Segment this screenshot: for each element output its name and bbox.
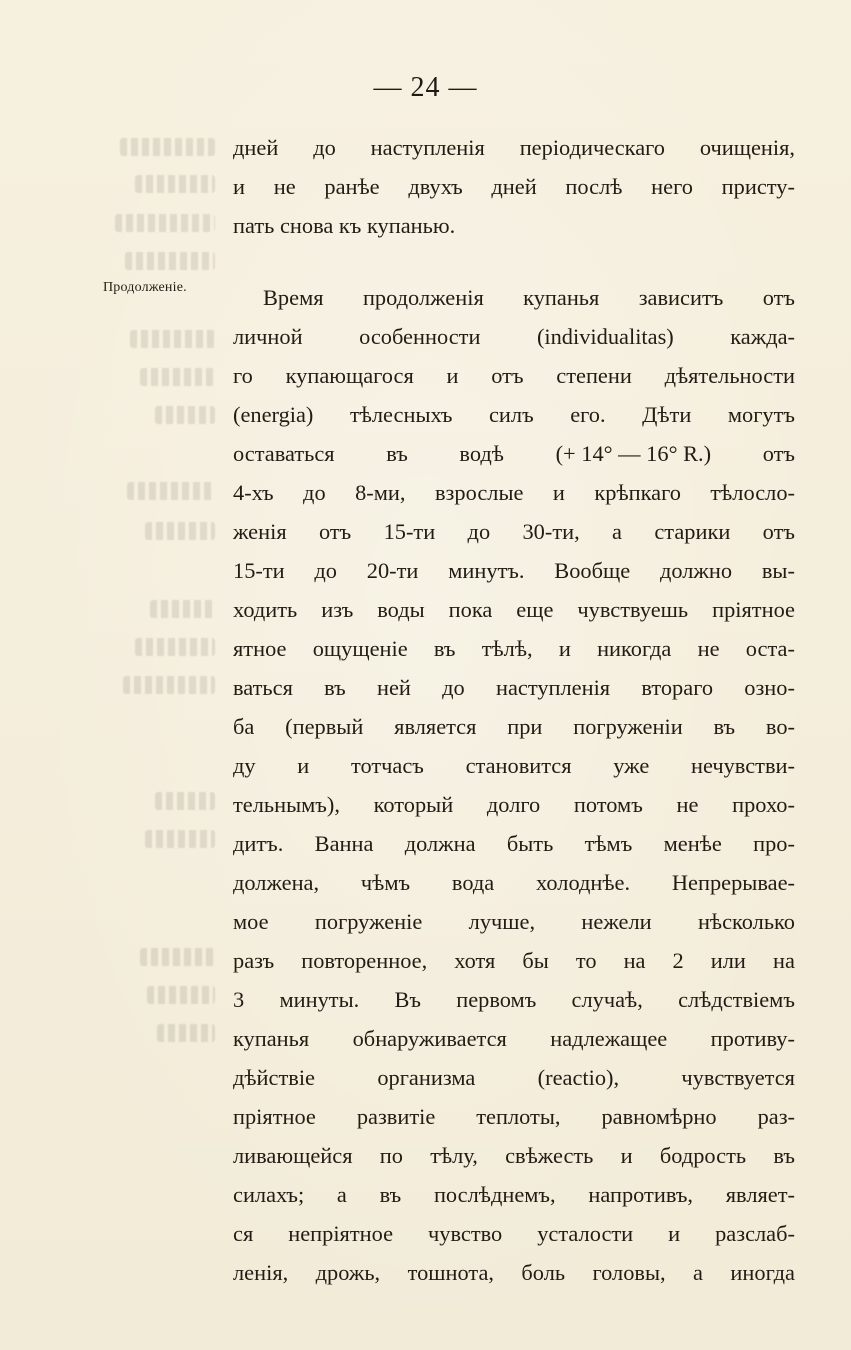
word: дрожь, — [315, 1260, 381, 1285]
text-line — [233, 282, 795, 321]
word: наступленія — [495, 675, 611, 700]
word: непріятное — [288, 1221, 394, 1246]
text-line — [233, 1257, 795, 1296]
word: наступленія — [370, 135, 485, 160]
word: отъ — [762, 519, 795, 544]
word: усталости — [537, 1221, 634, 1246]
word: теплоты, — [476, 1104, 561, 1129]
word: ба — [233, 714, 255, 739]
word: 15-ти — [233, 558, 285, 583]
word: является — [394, 714, 477, 739]
word: мое — [233, 909, 269, 934]
word: и — [233, 174, 245, 199]
word: погруженіи — [573, 714, 683, 739]
word: оста- — [745, 636, 795, 661]
word: ранѣе — [324, 174, 380, 199]
word: быть — [506, 831, 554, 856]
page-number: — 24 — — [373, 72, 478, 103]
text-line — [233, 477, 795, 516]
word: до — [467, 519, 491, 544]
word: первомъ — [456, 987, 537, 1012]
word: по — [379, 1143, 403, 1168]
word: не — [273, 174, 296, 199]
word: и — [558, 636, 571, 661]
word: погруженіе — [314, 909, 423, 934]
word: личной — [233, 324, 303, 349]
word: не — [697, 636, 720, 661]
word: (+ 14° — 16° R.) — [555, 441, 712, 466]
word: купающагося — [285, 363, 414, 388]
word: (reactio), — [537, 1065, 620, 1090]
word: пріятное — [712, 597, 795, 622]
word: вода — [451, 870, 495, 895]
text-line — [233, 906, 795, 945]
word: зависитъ — [638, 285, 724, 310]
word: ходить — [233, 597, 298, 622]
word: 20-ти — [366, 558, 419, 583]
word: должно — [659, 558, 733, 583]
word: нѣсколько — [697, 909, 795, 934]
word: чувствуется — [681, 1065, 795, 1090]
word: ятное — [233, 636, 287, 661]
word: къ — [338, 213, 362, 238]
text-line — [233, 321, 795, 360]
word: нежели — [581, 909, 652, 934]
word: купанья — [523, 285, 600, 310]
word: холоднѣе. — [536, 870, 631, 895]
text-line — [233, 711, 795, 750]
word: раз- — [757, 1104, 795, 1129]
word: въ — [386, 441, 408, 466]
word: го — [233, 363, 253, 388]
word: купанью. — [366, 213, 456, 238]
word: напротивъ, — [588, 1182, 694, 1207]
word: Вообще — [554, 558, 631, 583]
word: крѣпкаго — [594, 480, 681, 505]
word: (energia) — [233, 402, 314, 427]
word: должна — [404, 831, 476, 856]
text-line — [233, 633, 795, 672]
word: должена, — [233, 870, 320, 895]
word: до — [314, 558, 337, 583]
word: нечувстви- — [690, 753, 795, 778]
word: вы- — [761, 558, 795, 583]
word: а — [612, 519, 622, 544]
word: чувство — [427, 1221, 503, 1246]
word: послѣднемъ, — [433, 1182, 556, 1207]
word: пріятное — [233, 1104, 316, 1129]
text-line — [233, 945, 795, 984]
word: пать — [233, 213, 275, 238]
margin-note: Продолженіе. — [103, 280, 187, 295]
word: на — [623, 948, 646, 973]
word: повторенное, — [301, 948, 428, 973]
word: который — [373, 792, 454, 817]
text-line — [233, 555, 795, 594]
word: тѣлосло- — [710, 480, 795, 505]
word: на — [772, 948, 795, 973]
paragraph-gap — [233, 249, 795, 282]
text-line — [233, 1179, 795, 1218]
word: (individualitas) — [536, 324, 674, 349]
word: уже — [613, 753, 650, 778]
word: послѣ — [565, 174, 623, 199]
word: развитіе — [356, 1104, 436, 1129]
word: въ — [324, 675, 346, 700]
word: въ — [713, 714, 736, 739]
word: Въ — [394, 987, 421, 1012]
text-line — [233, 360, 795, 399]
word: и — [446, 363, 459, 388]
word: противу- — [710, 1026, 795, 1051]
word: кажда- — [730, 324, 795, 349]
word: лучше, — [468, 909, 536, 934]
word: еще — [516, 597, 554, 622]
word: дѣйствіе — [233, 1065, 315, 1090]
word: отъ — [762, 285, 795, 310]
word: менѣе — [663, 831, 722, 856]
word: тѣлесныхъ — [349, 402, 453, 427]
text-line — [233, 1101, 795, 1140]
word: равномѣрно — [601, 1104, 717, 1129]
word: и — [620, 1143, 633, 1168]
word: степени — [556, 363, 632, 388]
word: минуты. — [279, 987, 360, 1012]
word: и — [297, 753, 310, 778]
word: или — [710, 948, 746, 973]
word: снова — [279, 213, 334, 238]
word: тѣмъ — [584, 831, 633, 856]
word: становится — [465, 753, 572, 778]
word: головы, — [592, 1260, 666, 1285]
word: бодрость — [659, 1143, 747, 1168]
word: дней — [233, 135, 279, 160]
word: потомъ — [573, 792, 643, 817]
word: продолженія — [362, 285, 484, 310]
word: а — [336, 1182, 347, 1207]
word: разслаб- — [715, 1221, 795, 1246]
word: чѣмъ — [360, 870, 411, 895]
text-line — [233, 828, 795, 867]
word: (первый — [285, 714, 364, 739]
word: дѣятельности — [664, 363, 795, 388]
word: старики — [654, 519, 731, 544]
text-line — [233, 210, 795, 249]
text-line — [233, 399, 795, 438]
word: втораго — [641, 675, 714, 700]
word: бы — [522, 948, 549, 973]
word: купанья — [233, 1026, 310, 1051]
word: въ — [433, 636, 456, 661]
word: свѣжесть — [505, 1143, 594, 1168]
text-line — [233, 1023, 795, 1062]
text-line — [233, 516, 795, 555]
word: и — [552, 480, 565, 505]
text-line — [233, 672, 795, 711]
word: при — [507, 714, 543, 739]
word: ваться — [233, 675, 293, 700]
word: него — [651, 174, 693, 199]
word: 3 — [233, 987, 245, 1012]
word: водѣ — [459, 441, 504, 466]
word: его. — [570, 402, 606, 427]
text-line — [233, 750, 795, 789]
word: силахъ; — [233, 1182, 305, 1207]
word: слѣдствіемъ — [678, 987, 795, 1012]
word: до — [303, 480, 326, 505]
word: пока — [448, 597, 493, 622]
word: никогда — [597, 636, 672, 661]
word: женія — [233, 519, 287, 544]
word: хотя — [454, 948, 496, 973]
word: не — [676, 792, 699, 817]
word: 2 — [672, 948, 684, 973]
word: присту- — [721, 174, 795, 199]
word: обнаруживается — [352, 1026, 507, 1051]
word: озно- — [744, 675, 795, 700]
text-line — [233, 1140, 795, 1179]
word: особенности — [359, 324, 481, 349]
text-line — [233, 867, 795, 906]
word: ливающейся — [233, 1143, 353, 1168]
word: ощущеніе — [312, 636, 408, 661]
word: 4-хъ — [233, 480, 274, 505]
word: разъ — [233, 948, 275, 973]
word: 30-ти, — [522, 519, 580, 544]
word: отъ — [318, 519, 352, 544]
text-line — [233, 438, 795, 477]
word: ленія, — [233, 1260, 289, 1285]
word: ся — [233, 1221, 254, 1246]
word: очищенія, — [699, 135, 795, 160]
word: организма — [377, 1065, 476, 1090]
word: до — [313, 135, 336, 160]
text-line — [233, 1218, 795, 1257]
word: дитъ. — [233, 831, 284, 856]
word: отъ — [491, 363, 524, 388]
word: случаѣ, — [571, 987, 643, 1012]
word: Непрерывае- — [671, 870, 795, 895]
word: ней — [376, 675, 411, 700]
word: отъ — [762, 441, 795, 466]
text-line — [233, 984, 795, 1023]
word: Время — [263, 285, 324, 310]
word: то — [575, 948, 597, 973]
word: тотчасъ — [350, 753, 424, 778]
word: Ванна — [314, 831, 374, 856]
word: тельнымъ), — [233, 792, 340, 817]
word: дней — [491, 174, 537, 199]
word: оставаться — [233, 441, 335, 466]
word: прохо- — [732, 792, 795, 817]
word: взрослые — [434, 480, 524, 505]
text-line — [233, 594, 795, 633]
word: во- — [765, 714, 795, 739]
word: періодическаго — [519, 135, 665, 160]
main-text — [233, 132, 795, 1296]
word: надлежащее — [550, 1026, 668, 1051]
word: до — [442, 675, 465, 700]
text-line — [233, 171, 795, 210]
word: а — [693, 1260, 703, 1285]
word: минутъ. — [448, 558, 525, 583]
word: силъ — [488, 402, 534, 427]
word: въ — [773, 1143, 795, 1168]
word: 15-ти — [383, 519, 436, 544]
word: изъ — [321, 597, 354, 622]
text-line — [233, 132, 795, 171]
text-line — [233, 1062, 795, 1101]
word: двухъ — [408, 174, 463, 199]
word: въ — [379, 1182, 402, 1207]
word: Дѣти — [642, 402, 692, 427]
word: тѣлу, — [430, 1143, 478, 1168]
word: иногда — [730, 1260, 795, 1285]
word: ду — [233, 753, 256, 778]
word: воды — [377, 597, 425, 622]
word: боль — [521, 1260, 566, 1285]
word: долго — [486, 792, 541, 817]
word: являет- — [725, 1182, 795, 1207]
word: и — [668, 1221, 681, 1246]
word: тѣлѣ, — [481, 636, 533, 661]
word: чувствуешь — [577, 597, 689, 622]
word: 8-ми, — [355, 480, 406, 505]
word: про- — [753, 831, 795, 856]
word: тошнота, — [407, 1260, 494, 1285]
word: могутъ — [727, 402, 795, 427]
text-line — [233, 789, 795, 828]
